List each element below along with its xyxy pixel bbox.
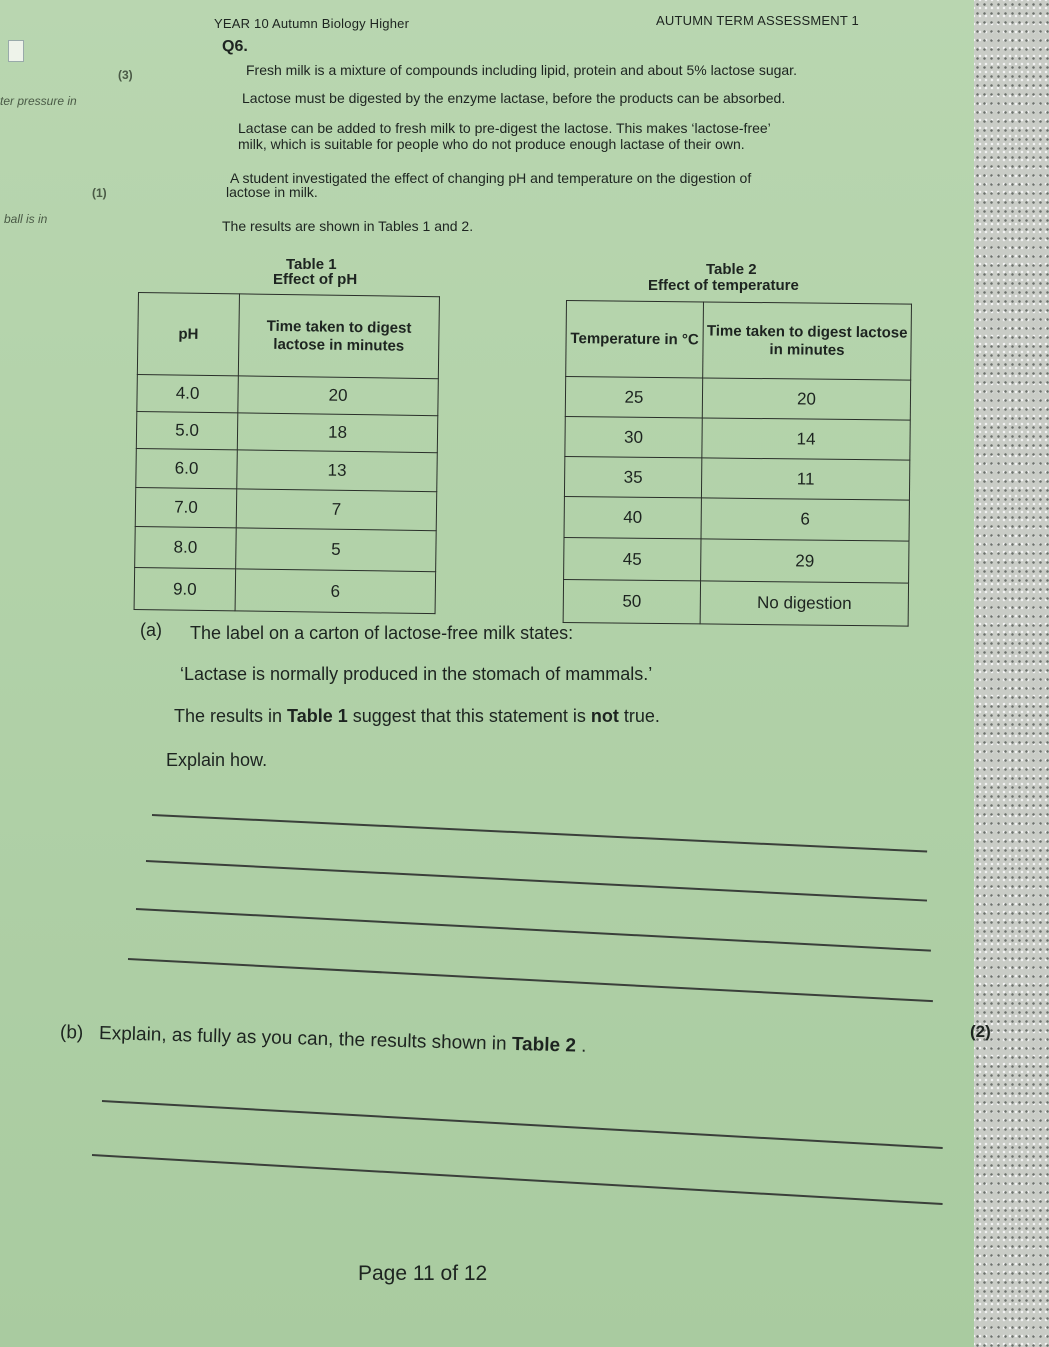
margin-fragment-pressure: ter pressure in: [0, 94, 77, 108]
margin-marks-1: (1): [92, 186, 107, 200]
intro-line-2: Lactose must be digested by the enzyme lactase, before the products can be absorbed.: [242, 90, 786, 106]
part-a-line-3-text: suggest that this statement is: [347, 706, 591, 726]
answer-line-b-1[interactable]: [102, 1100, 943, 1149]
assessment-title: AUTUMN TERM ASSESSMENT 1: [656, 13, 859, 28]
table2-cell: 11: [701, 458, 909, 500]
part-a-line-1: The label on a carton of lactose-free milk states:: [190, 623, 574, 643]
margin-fragment-ball: ball is in: [4, 212, 48, 226]
table1-cell: 7.0: [135, 487, 237, 527]
table1-cell: 5: [236, 528, 437, 572]
part-a-line-3-bold-table: Table 1: [287, 706, 348, 726]
part-b-text: Explain, as fully as you can, the results shown in: [98, 1023, 513, 1055]
table1-cell: 4.0: [137, 374, 239, 412]
table1-cell: 9.0: [134, 567, 236, 610]
table1: [134, 292, 440, 614]
part-b-bold-table: Table 2: [511, 1033, 577, 1057]
intro-line-6: lactose in milk.: [226, 184, 318, 200]
table1-header-time: Time taken to digest lactose in minutes: [238, 294, 439, 379]
table1-cell: 6.0: [136, 448, 238, 488]
table2-header-temperature: Temperature in °C: [566, 301, 704, 378]
background-surface: [974, 0, 1049, 1347]
table2: [563, 300, 912, 627]
previous-page-edge: [0, 0, 133, 260]
table1-cell: 18: [237, 413, 437, 453]
table2-title: Table 2: [706, 261, 757, 278]
question-number: Q6.: [222, 38, 248, 55]
table2-cell: 25: [565, 377, 702, 418]
table2-cell: 35: [564, 456, 701, 497]
part-a-label: (a): [140, 620, 162, 640]
table2-cell: 40: [564, 496, 701, 538]
part-b-label: (b): [59, 1022, 84, 1044]
intro-line-1: Fresh milk is a mixture of compounds including lipid, protein and about 5% lactose sugar.: [246, 62, 797, 78]
answer-line-a-2[interactable]: [146, 860, 927, 901]
table1-subtitle: Effect of pH: [273, 271, 358, 288]
table2-cell: 45: [564, 537, 701, 580]
part-b-question: [60, 1022, 587, 1058]
table1-cell: 6: [235, 569, 436, 614]
part-a-line-3-bold-not: not: [590, 706, 619, 726]
intro-line-4: milk, which is suitable for people who do not produce enough lactase of their own.: [238, 136, 745, 152]
table1-cell: 7: [236, 489, 437, 531]
intro-line-3: Lactase can be added to fresh milk to pre-digest the lactose. This makes ‘lactose-free’: [238, 120, 771, 136]
intro-line-5: A student investigated the effect of changing pH and temperature on the digestion of: [230, 170, 752, 186]
answer-line-b-2[interactable]: [92, 1154, 943, 1205]
table1-cell: 13: [237, 450, 438, 492]
part-a-instruction: Explain how.: [166, 750, 268, 770]
table2-cell: 14: [702, 418, 910, 460]
answer-line-a-3[interactable]: [136, 908, 931, 951]
page-number: Page 11 of 12: [358, 1262, 488, 1285]
table2-header-time: Time taken to digest lactose in minutes: [703, 302, 912, 380]
table1-cell: 8.0: [135, 526, 237, 568]
answer-line-a-4[interactable]: [128, 958, 933, 1002]
table2-cell: 30: [565, 416, 702, 457]
part-b-text: .: [575, 1035, 587, 1057]
answer-line-a-1[interactable]: [152, 814, 927, 852]
table2-cell: 20: [702, 378, 910, 420]
part-a-line-3-text: true.: [618, 706, 660, 726]
part-a-line-3: [174, 706, 660, 727]
part-a-marks: (2): [970, 1022, 991, 1041]
course-title: YEAR 10 Autumn Biology Higher: [214, 16, 410, 31]
part-a-line-3-text: The results in: [174, 706, 288, 726]
part-a-quote: ‘Lactase is normally produced in the stomach of mammals.’: [180, 664, 653, 684]
table1-cell: 20: [238, 376, 438, 416]
table1-header-ph: pH: [137, 293, 239, 376]
table2-cell: No digestion: [700, 581, 908, 626]
table2-cell: 50: [563, 579, 700, 623]
table1-title: Table 1: [286, 256, 337, 273]
table1-cell: 5.0: [136, 411, 238, 449]
table2-cell: 6: [701, 498, 909, 541]
margin-marks-3: (3): [118, 68, 133, 82]
table2-subtitle: Effect of temperature: [648, 277, 799, 294]
intro-line-7: The results are shown in Tables 1 and 2.: [222, 218, 474, 234]
table2-cell: 29: [701, 539, 909, 583]
